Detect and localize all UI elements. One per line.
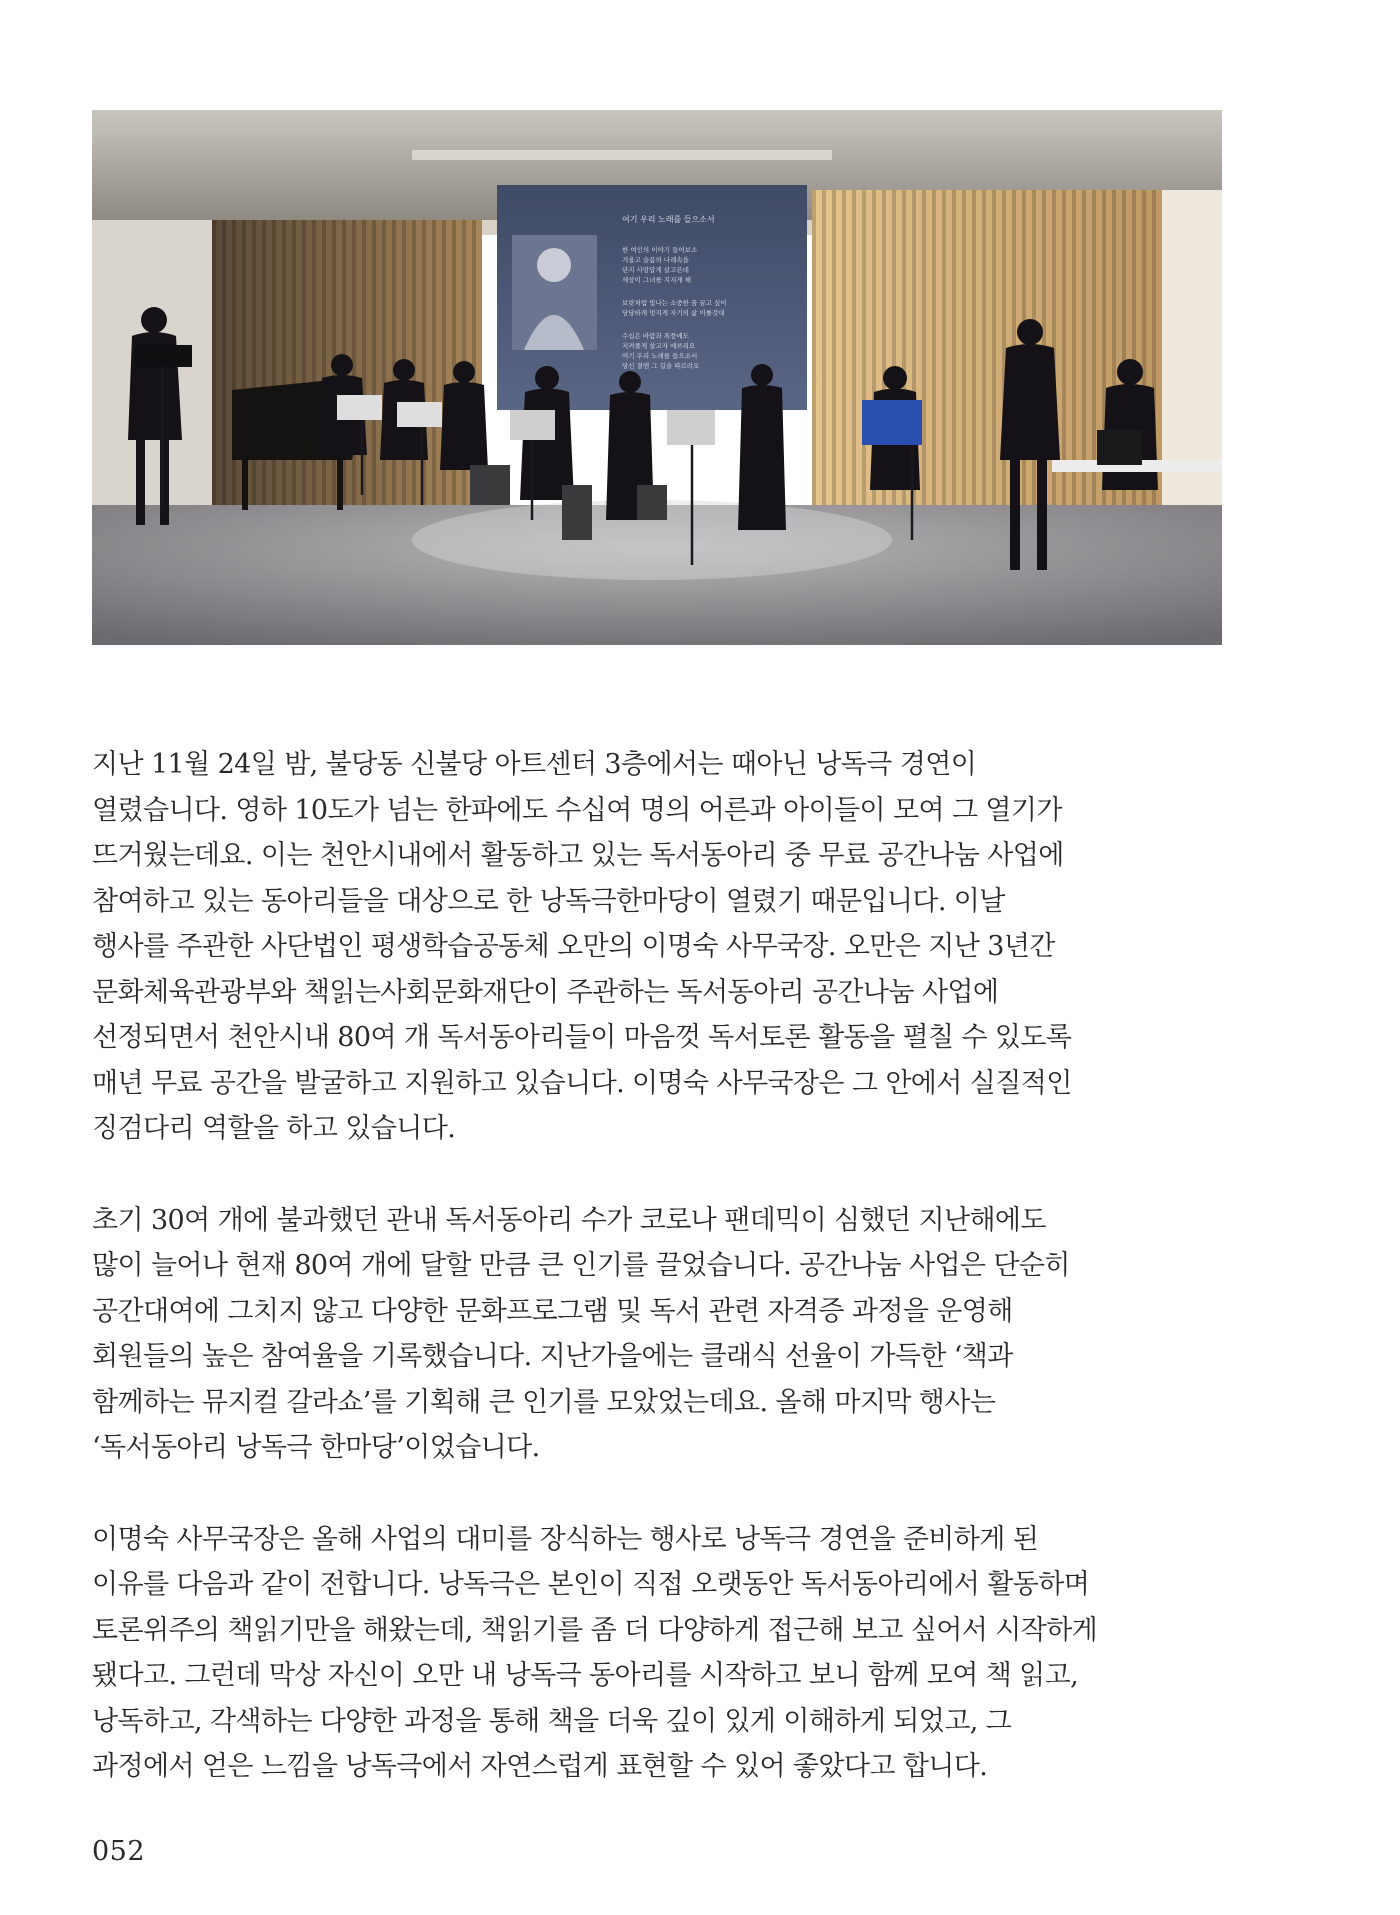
text-line: 매년 무료 공간을 발굴하고 지원하고 있습니다. 이명숙 사무국장은 그 안에서 실질적인: [92, 1067, 1072, 1099]
text-line: 됐다고. 그런데 막상 자신이 오만 내 낭독극 동아리를 시작하고 보니 함께 모여 책 읽고,: [92, 1660, 1079, 1691]
text-line: 지난 11월 24일 밤, 불당동 신불당 아트센터 3층에서는 때아닌 낭독극 경연이: [92, 749, 977, 780]
text-line: 회원들의 높은 참여율을 기록했습니다. 지난가을에는 클래식 선율이 가득한 ‘책과: [92, 1341, 1013, 1372]
screen-line: 단지 사랑답게 살고픈데: [622, 266, 689, 274]
text-line: 많이 늘어나 현재 80여 개에 달할 만큼 큰 인기를 끌었습니다. 공간나눔 사업은 단순히: [92, 1250, 1070, 1281]
text-line: 초기 30여 개에 불과했던 관내 독서동아리 수가 코로나 팬데믹이 심했던 지난해에도: [92, 1204, 1046, 1236]
screen-line: 한 여인의 이야기 들어보소: [622, 246, 698, 254]
screen-line: 수십은 바람과 폭풍에도: [622, 332, 689, 340]
screen-title: 여기 우리 노래를 들으소서: [622, 215, 715, 224]
screen-line: 보랏처럼 빛나는 소중한 꿈 꿈고 싶어: [622, 299, 727, 307]
text-line: 이명숙 사무국장은 올해 사업의 대미를 장식하는 행사로 낭독극 경연을 준비하게 된: [92, 1523, 1039, 1555]
text-line: 문화체육관광부와 책읽는사회문화재단이 주관하는 독서동아리 공간나눔 사업에: [92, 976, 999, 1008]
page-number: 052: [92, 1836, 146, 1867]
article-body: [92, 742, 1222, 1790]
screen-line: 당당하게 멋지게 자기의 삶 이룰것대: [622, 309, 725, 317]
performance-photo: [92, 110, 1222, 645]
text-line: 공간대여에 그치지 않고 다양한 문화프로그램 및 독서 관련 자격증 과정을 운영해: [92, 1295, 1013, 1327]
text-line: 선정되면서 천안시내 80여 개 독서동아리들이 마음껏 독서토론 활동을 펼칠 수 있도록: [92, 1022, 1072, 1053]
paragraph-2: [92, 1198, 1222, 1471]
text-line: 행사를 주관한 사단법인 평생학습공동체 오만의 이명숙 사무국장. 오만은 지난 3년간: [92, 931, 1055, 962]
screen-line: 지켜줄게 살고자 애쓰리요: [622, 342, 696, 350]
text-line: ‘독서동아리 낭독극 한마당’이었습니다.: [92, 1432, 540, 1463]
paragraph-1: [92, 742, 1222, 1152]
screen-line: 당신 곁엔 그 길을 따르려오: [622, 362, 700, 370]
text-line: 낭독하고, 각색하는 다양한 과정을 통해 책을 더욱 깊이 있게 이해하게 되었고, 그: [92, 1705, 1012, 1737]
text-line: 징검다리 역할을 하고 있습니다.: [92, 1113, 456, 1144]
text-line: 뜨거웠는데요. 이는 천안시내에서 활동하고 있는 독서동아리 중 무료 공간나눔 사업에: [92, 840, 1064, 871]
screen-line: 여기 우리 노래를 들으소서: [622, 352, 698, 360]
text-line: 참여하고 있는 동아리들을 대상으로 한 낭독극한마당이 열렸기 때문입니다. 이날: [92, 885, 1005, 917]
text-line: 열렸습니다. 영하 10도가 넘는 한파에도 수십여 명의 어른과 아이들이 모여 그 열기가: [92, 794, 1062, 826]
text-line: 함께하는 뮤지컬 갈라쇼’를 기획해 큰 인기를 모았었는데요. 올해 마지막 행사는: [92, 1386, 996, 1418]
paragraph-3: [92, 1517, 1222, 1790]
screen-line: 세상이 그녀를 지지게 해: [622, 276, 691, 284]
text-line: 과정에서 얻은 느낌을 낭독극에서 자연스럽게 표현할 수 있어 좋았다고 합니다.: [92, 1751, 988, 1782]
text-line: 이유를 다음과 같이 전합니다. 낭독극은 본인이 직접 오랫동안 독서동아리에서 활동하며: [92, 1569, 1090, 1600]
text-line: 토론위주의 책읽기만을 해왔는데, 책읽기를 좀 더 다양하게 접근해 보고 싶어서 시작하게: [92, 1614, 1098, 1646]
screen-line: 겨울고 슬픔의 나래속을: [622, 256, 689, 264]
